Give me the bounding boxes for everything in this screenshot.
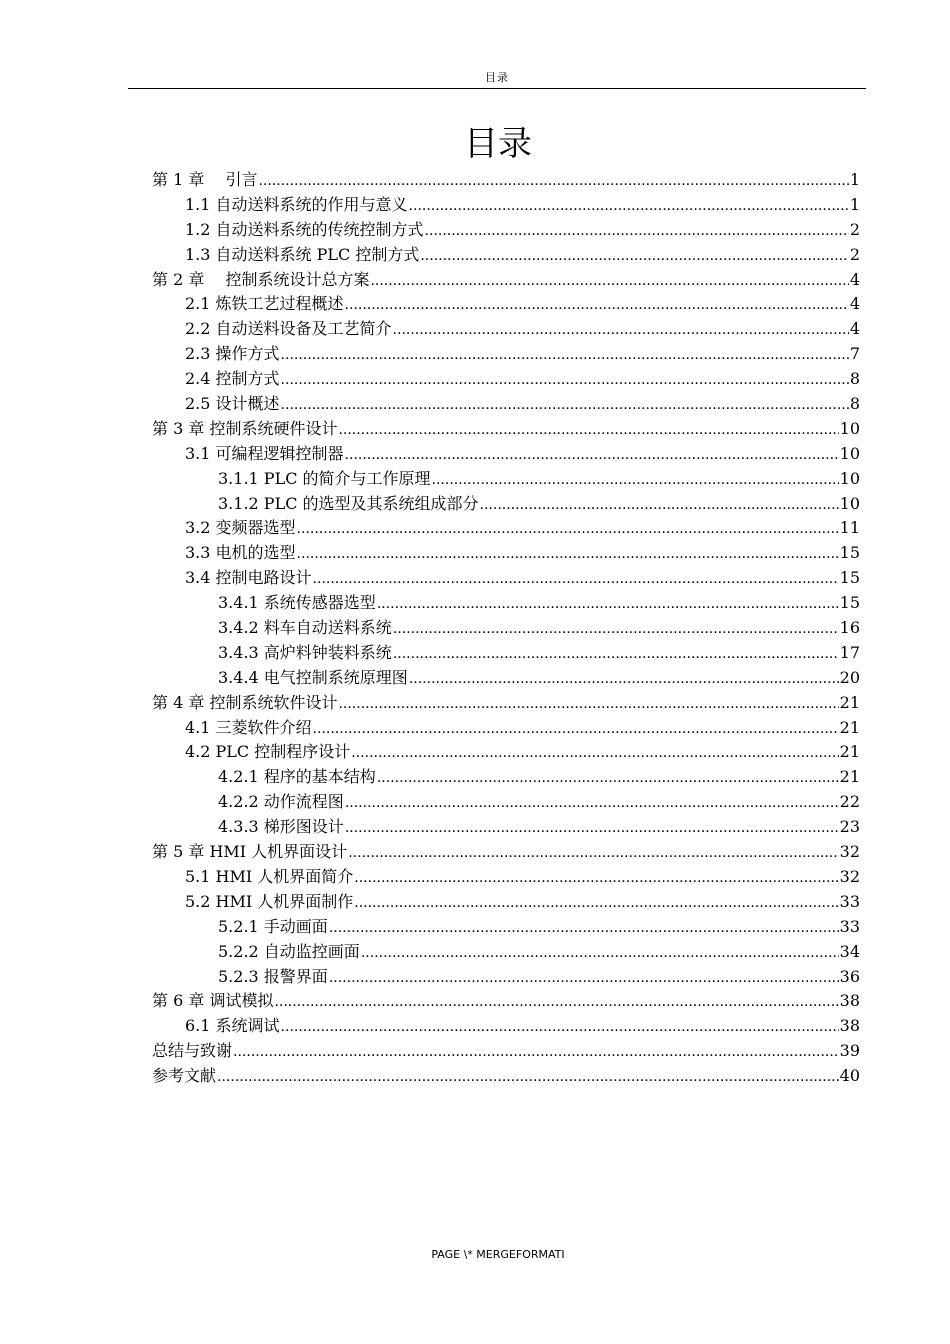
toc-entry-title: 总结与致谢 (152, 1041, 233, 1061)
toc-dot-leader (338, 692, 838, 717)
toc-entry-title: 6.1 系统调试 (185, 1016, 280, 1036)
toc-entry-title: 2.4 控制方式 (185, 369, 280, 389)
toc-entry[interactable] (152, 765, 860, 790)
toc-dot-leader (345, 443, 839, 468)
toc-entry-page-number: 15 (839, 543, 860, 563)
toc-dot-leader (281, 343, 849, 368)
toc-dot-leader (345, 791, 839, 816)
toc-entry-title: 1.3 自动送料系统 PLC 控制方式 (185, 244, 420, 264)
toc-entry-title: 第 2 章 控制系统设计总方案 (152, 269, 370, 289)
toc-entry-page-number: 33 (839, 891, 860, 911)
toc-entry[interactable] (152, 641, 860, 666)
toc-dot-leader (297, 517, 839, 542)
toc-dot-leader (313, 717, 839, 742)
toc-entry[interactable] (152, 467, 860, 492)
toc-dot-leader (329, 916, 839, 941)
toc-entry-page-number: 15 (839, 568, 860, 588)
page-header-text: 目录 (485, 71, 509, 84)
toc-dot-leader (281, 1015, 839, 1040)
toc-entry-page-number: 39 (839, 1041, 860, 1061)
toc-entry-page-number: 10 (839, 493, 860, 513)
toc-entry-page-number: 10 (839, 418, 860, 438)
toc-dot-leader (313, 567, 839, 592)
toc-entry-title: 2.1 炼铁工艺过程概述 (185, 294, 344, 314)
toc-dot-leader (217, 1065, 839, 1090)
toc-dot-leader (377, 766, 839, 791)
toc-entry-title: 5.2 HMI 人机界面制作 (185, 891, 354, 911)
toc-entry-page-number: 21 (839, 767, 860, 787)
toc-dot-leader (432, 468, 839, 493)
toc-entry-page-number: 2 (849, 219, 860, 239)
toc-dot-leader (393, 617, 839, 642)
toc-entry-title: 参考文献 (152, 1066, 217, 1086)
toc-entry[interactable] (152, 541, 860, 566)
toc-entry-page-number: 4 (849, 319, 860, 339)
toc-entry-title: 3.4.1 系统传感器选型 (218, 593, 376, 613)
toc-entry-page-number: 2 (849, 244, 860, 264)
toc-entry-page-number: 10 (839, 443, 860, 463)
toc-entry-title: 2.5 设计概述 (185, 394, 280, 414)
toc-dot-leader (348, 841, 838, 866)
toc-entry-title: 3.3 电机的选型 (185, 543, 296, 563)
toc-entry[interactable] (152, 815, 860, 840)
toc-entry-page-number: 11 (839, 518, 860, 538)
toc-entry[interactable] (152, 516, 860, 541)
toc-entry-page-number: 16 (839, 618, 860, 638)
toc-entry-title: 3.4.4 电气控制系统原理图 (218, 667, 408, 687)
page-footer-text: PAGE \* MERGEFORMATI (431, 1248, 565, 1261)
toc-entry-page-number: 22 (839, 792, 860, 812)
toc-dot-leader (345, 293, 849, 318)
toc-entry-page-number: 8 (849, 394, 860, 414)
toc-dot-leader (297, 542, 839, 567)
toc-entry-title: 第 5 章 HMI 人机界面设计 (152, 842, 348, 862)
toc-entry-title: 5.2.1 手动画面 (218, 916, 328, 936)
toc-dot-leader (425, 219, 849, 244)
toc-entry-page-number: 38 (839, 1016, 860, 1036)
toc-dot-leader (393, 318, 849, 343)
toc-entry-page-number: 34 (839, 941, 860, 961)
toc-dot-leader (409, 667, 839, 692)
toc-entry[interactable] (152, 865, 860, 890)
toc-entry-title: 5.2.2 自动监控画面 (218, 941, 360, 961)
toc-entry[interactable] (152, 392, 860, 417)
toc-entry-page-number: 1 (849, 194, 860, 214)
toc-entry-title: 4.1 三菱软件介绍 (185, 717, 312, 737)
toc-entry-title: 3.1.1 PLC 的简介与工作原理 (218, 468, 431, 488)
toc-entry[interactable] (152, 442, 860, 467)
toc-entry-page-number: 7 (849, 344, 860, 364)
toc-entry[interactable] (152, 940, 860, 965)
toc-dot-leader (361, 941, 839, 966)
toc-entry[interactable] (152, 965, 860, 990)
toc-entry[interactable] (152, 367, 860, 392)
toc-entry[interactable] (152, 666, 860, 691)
toc-dot-leader (351, 741, 838, 766)
toc-entry-title: 2.2 自动送料设备及工艺简介 (185, 319, 392, 339)
toc-entry-title: 3.4 控制电路设计 (185, 568, 312, 588)
toc-entry[interactable] (152, 243, 860, 268)
toc-entry[interactable] (152, 716, 860, 741)
toc-entry[interactable] (152, 317, 860, 342)
toc-entry-page-number: 38 (839, 991, 860, 1011)
toc-entry-title: 3.2 变频器选型 (185, 518, 296, 538)
toc-entry[interactable] (152, 168, 860, 193)
toc-entry-page-number: 4 (849, 269, 860, 289)
toc-entry-page-number: 17 (839, 642, 860, 662)
toc-entry[interactable] (152, 566, 860, 591)
toc-dot-leader (393, 642, 839, 667)
toc-entry-title: 2.3 操作方式 (185, 344, 280, 364)
toc-dot-leader (338, 418, 838, 443)
toc-dot-leader (329, 966, 839, 991)
toc-entry-title: 4.2 PLC 控制程序设计 (185, 742, 351, 762)
toc-dot-leader (354, 866, 838, 891)
toc-entry-page-number: 36 (839, 966, 860, 986)
toc-entry[interactable] (152, 915, 860, 940)
toc-entry-title: 3.4.2 料车自动送料系统 (218, 618, 392, 638)
toc-dot-leader (274, 990, 838, 1015)
toc-entry-page-number: 23 (839, 817, 860, 837)
toc-entry-title: 3.1 可编程逻辑控制器 (185, 443, 344, 463)
toc-entry[interactable] (152, 342, 860, 367)
toc-entry[interactable] (152, 417, 860, 442)
toc-entry[interactable] (152, 890, 860, 915)
toc-entry[interactable] (152, 193, 860, 218)
toc-entry-title: 3.4.3 高炉料钟装料系统 (218, 642, 392, 662)
toc-entry-page-number: 21 (839, 692, 860, 712)
toc-entry-page-number: 40 (839, 1066, 860, 1086)
toc-entry-title: 第 1 章 引言 (152, 170, 258, 189)
toc-entry-page-number: 21 (839, 717, 860, 737)
toc-dot-leader (377, 592, 839, 617)
toc-entry[interactable] (152, 1014, 860, 1039)
toc-dot-leader (233, 1040, 839, 1065)
toc-entry-page-number: 15 (839, 593, 860, 613)
toc-entry-title: 3.1.2 PLC 的选型及其系统组成部分 (218, 493, 479, 513)
toc-entry[interactable] (152, 989, 860, 1014)
page-footer (0, 1247, 950, 1263)
toc-entry[interactable] (152, 1039, 860, 1064)
toc-entry-title: 5.1 HMI 人机界面简介 (185, 866, 354, 886)
toc-entry-title: 4.3.3 梯形图设计 (218, 817, 344, 837)
toc-entry-title: 第 3 章 控制系统硬件设计 (152, 418, 338, 438)
toc-dot-leader (281, 368, 849, 393)
toc-dot-leader (281, 393, 849, 418)
toc-entry[interactable] (152, 591, 860, 616)
page-header (128, 68, 866, 89)
toc-dot-leader (420, 244, 848, 269)
toc-entry-title: 4.2.1 程序的基本结构 (218, 767, 376, 787)
toc-entry-page-number: 21 (839, 742, 860, 762)
table-of-contents (152, 168, 860, 1089)
toc-entry-page-number: 10 (839, 468, 860, 488)
toc-entry[interactable] (152, 840, 860, 865)
toc-entry-page-number: 8 (849, 369, 860, 389)
toc-dot-leader (345, 816, 839, 841)
toc-entry-page-number: 32 (839, 842, 860, 862)
toc-entry-page-number: 1 (849, 170, 860, 189)
toc-dot-leader (354, 891, 838, 916)
toc-dot-leader (258, 169, 848, 194)
toc-entry-title: 第 6 章 调试模拟 (152, 991, 274, 1011)
toc-entry-page-number: 32 (839, 866, 860, 886)
toc-entry[interactable] (152, 218, 860, 243)
toc-entry[interactable] (152, 790, 860, 815)
toc-entry-title: 1.2 自动送料系统的传统控制方式 (185, 219, 424, 239)
toc-entry[interactable] (152, 268, 860, 293)
toc-entry[interactable] (152, 740, 860, 765)
toc-entry[interactable] (152, 691, 860, 716)
toc-entry-page-number: 4 (849, 294, 860, 314)
toc-entry[interactable] (152, 1064, 860, 1089)
toc-entry-page-number: 20 (839, 667, 860, 687)
page-title: 目录 (464, 124, 532, 164)
toc-entry-title: 第 4 章 控制系统软件设计 (152, 692, 338, 712)
toc-entry[interactable] (152, 292, 860, 317)
toc-entry-title: 4.2.2 动作流程图 (218, 792, 344, 812)
toc-dot-leader (480, 493, 839, 518)
toc-entry[interactable] (152, 616, 860, 641)
toc-entry-title: 1.1 自动送料系统的作用与意义 (185, 194, 408, 214)
toc-entry-page-number: 33 (839, 916, 860, 936)
toc-entry[interactable] (152, 492, 860, 517)
toc-dot-leader (409, 194, 849, 219)
toc-entry-title: 5.2.3 报警界面 (218, 966, 328, 986)
toc-dot-leader (370, 269, 848, 294)
